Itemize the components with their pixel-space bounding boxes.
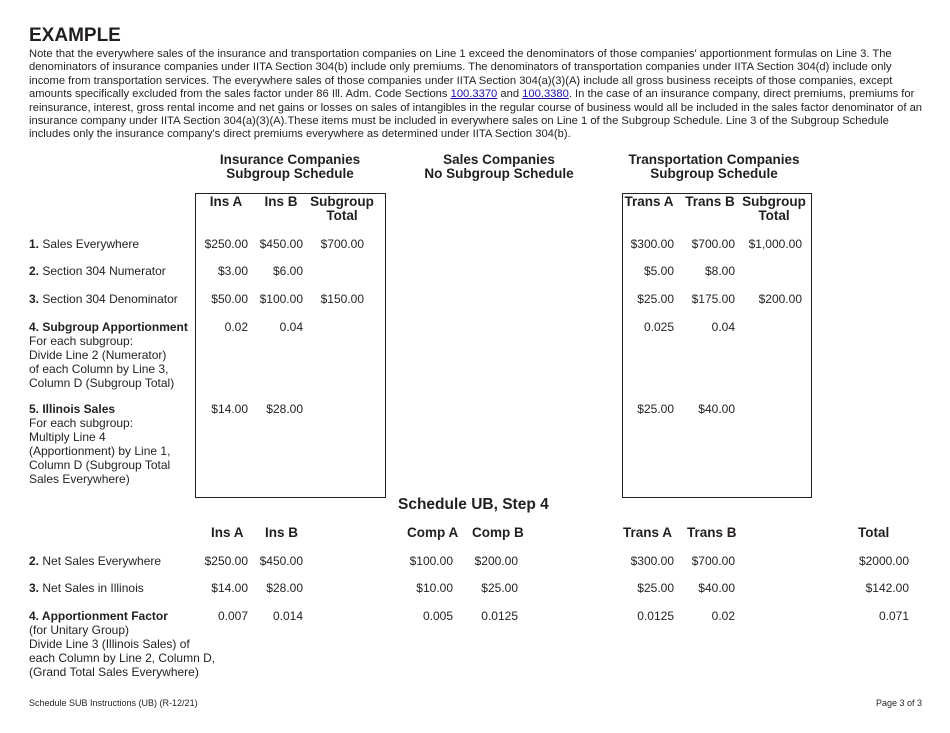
row-label: 4. Apportionment Factor — [29, 609, 168, 623]
footer-form-id: Schedule SUB Instructions (UB) (R-12/21) — [29, 698, 198, 708]
cell-ins-b: $6.00 — [272, 264, 303, 278]
group-header-insurance: Insurance Companies Subgroup Schedule — [219, 152, 361, 181]
cell-trans-a: $25.00 — [637, 581, 674, 595]
step4-col-ins-a: Ins A — [211, 525, 244, 540]
page-title: EXAMPLE — [29, 25, 121, 46]
cell-ins-a: $250.00 — [204, 237, 248, 251]
cell-ins-total: $700.00 — [320, 237, 364, 251]
cell-ins-a: $50.00 — [211, 292, 248, 306]
col-header-ins-b: Ins B — [264, 194, 298, 209]
step4-col-comp-b: Comp B — [472, 525, 524, 540]
cell-total: 0.071 — [878, 609, 909, 623]
cell-trans-a: $300.00 — [630, 554, 674, 568]
cell-trans-b: $8.00 — [704, 264, 735, 278]
cell-trans-b: 0.02 — [711, 609, 735, 623]
col-header-trans-b: Trans B — [685, 194, 735, 209]
col-header-ins-total: Subgroup Total — [310, 194, 374, 223]
row-label: 2. Section 304 Numerator — [29, 264, 166, 278]
col-header-ins-a: Ins A — [209, 194, 243, 209]
cell-comp-a: $10.00 — [416, 581, 453, 595]
step4-col-trans-b: Trans B — [687, 525, 737, 540]
cell-trans-a: 0.0125 — [637, 609, 674, 623]
cell-trans-b: $700.00 — [691, 237, 735, 251]
cell-comp-b: 0.0125 — [481, 609, 518, 623]
cell-ins-total: $150.00 — [320, 292, 364, 306]
cell-trans-a: 0.025 — [643, 320, 674, 334]
cell-trans-b: $700.00 — [691, 554, 735, 568]
cell-total: $2000.00 — [858, 554, 909, 568]
step4-col-trans-a: Trans A — [623, 525, 673, 540]
cell-ins-b: $450.00 — [259, 554, 303, 568]
col-header-trans-total: Subgroup Total — [742, 194, 806, 223]
link-100-3380[interactable]: 100.3380 — [522, 88, 569, 101]
cell-trans-b: 0.04 — [711, 320, 735, 334]
cell-ins-a: $14.00 — [211, 581, 248, 595]
cell-comp-b: $25.00 — [481, 581, 518, 595]
cell-trans-a: $25.00 — [637, 402, 674, 416]
row-description: For each subgroup: Multiply Line 4 (Apportionment) by Line 1, Column D (Subgroup Total Sales Everywhere) — [29, 416, 171, 486]
row-description: (for Unitary Group) Divide Line 3 (Illinois Sales) of each Column by Line 2, Column D, (Grand Total Sales Everywhere) — [29, 623, 216, 679]
step4-col-total: Total — [858, 525, 890, 540]
step4-title: Schedule UB, Step 4 — [398, 496, 549, 513]
step4-col-ins-b: Ins B — [265, 525, 299, 540]
group-header-transport: Transportation Companies Subgroup Schedule — [628, 152, 800, 181]
cell-trans-b: $175.00 — [691, 292, 735, 306]
cell-trans-a: $25.00 — [637, 292, 674, 306]
cell-trans-a: $5.00 — [643, 264, 674, 278]
footer-page-number: Page 3 of 3 — [876, 698, 923, 708]
row-label: 3. Section 304 Denominator — [29, 292, 178, 306]
cell-trans-total: $1,000.00 — [748, 237, 802, 251]
cell-ins-a: 0.02 — [224, 320, 248, 334]
link-100-3370[interactable]: 100.3370 — [450, 88, 498, 101]
intro-paragraph: Note that the everywhere sales of the insurance and transportation companies on Line 1 exceed the denominators of those companies' apportionment formulas on Line 3. The denominators of insurance companies under IITA Section 304(b) include only premiums. The denominators of transportation companies under IITA Section 304(d) include only income from transportation services. The everywhere sales of those companies under IITA Section 304(a)(3)(A) include all gross business receipts of those companies, except amounts specifically excluded from the sales factor under 86 Ill. Adm. Code Sections 100.3370 and 100.3380. In the case of an insurance company, direct premiums, premiums for reinsurance, interest, gross rental income and net gains or losses on sales of intangibles in the regular course of business would all be included in the sales factor denominator of an insurance company under IITA Section 304(a)(3)(A).These items must be included in everywhere sales on Line 1 of the Subgroup Schedule. Line 3 of the Subgroup Schedule includes only the insurance company's direct premiums everywhere as determined under IITA Section 304(b). — [29, 48, 923, 141]
row-description: For each subgroup: Divide Line 2 (Numerator) of each Column by Line 3, Column D (Subgroup Total) — [29, 334, 175, 390]
row-label: 1. Sales Everywhere — [29, 237, 140, 251]
row-label: 3. Net Sales in Illinois — [29, 581, 144, 595]
cell-ins-b: $450.00 — [259, 237, 303, 251]
cell-ins-b: $28.00 — [266, 581, 303, 595]
row-label: 4. Subgroup Apportionment — [29, 320, 188, 334]
cell-comp-a: 0.005 — [422, 609, 453, 623]
cell-total: $142.00 — [865, 581, 909, 595]
row-label: 2. Net Sales Everywhere — [29, 554, 162, 568]
cell-ins-b: 0.014 — [272, 609, 303, 623]
cell-comp-b: $200.00 — [474, 554, 518, 568]
row-label: 5. Illinois Sales — [29, 402, 116, 416]
cell-ins-b: 0.04 — [279, 320, 303, 334]
cell-trans-a: $300.00 — [630, 237, 674, 251]
cell-trans-b: $40.00 — [698, 402, 735, 416]
cell-ins-a: $250.00 — [204, 554, 248, 568]
cell-comp-a: $100.00 — [409, 554, 453, 568]
group-header-sales: Sales Companies No Subgroup Schedule — [424, 152, 574, 181]
cell-ins-b: $28.00 — [266, 402, 303, 416]
step4-col-comp-a: Comp A — [407, 525, 459, 540]
cell-ins-b: $100.00 — [259, 292, 303, 306]
col-header-trans-a: Trans A — [624, 194, 674, 209]
cell-ins-a: $14.00 — [211, 402, 248, 416]
cell-trans-b: $40.00 — [698, 581, 735, 595]
cell-trans-total: $200.00 — [758, 292, 802, 306]
cell-ins-a: $3.00 — [217, 264, 248, 278]
cell-ins-a: 0.007 — [217, 609, 248, 623]
